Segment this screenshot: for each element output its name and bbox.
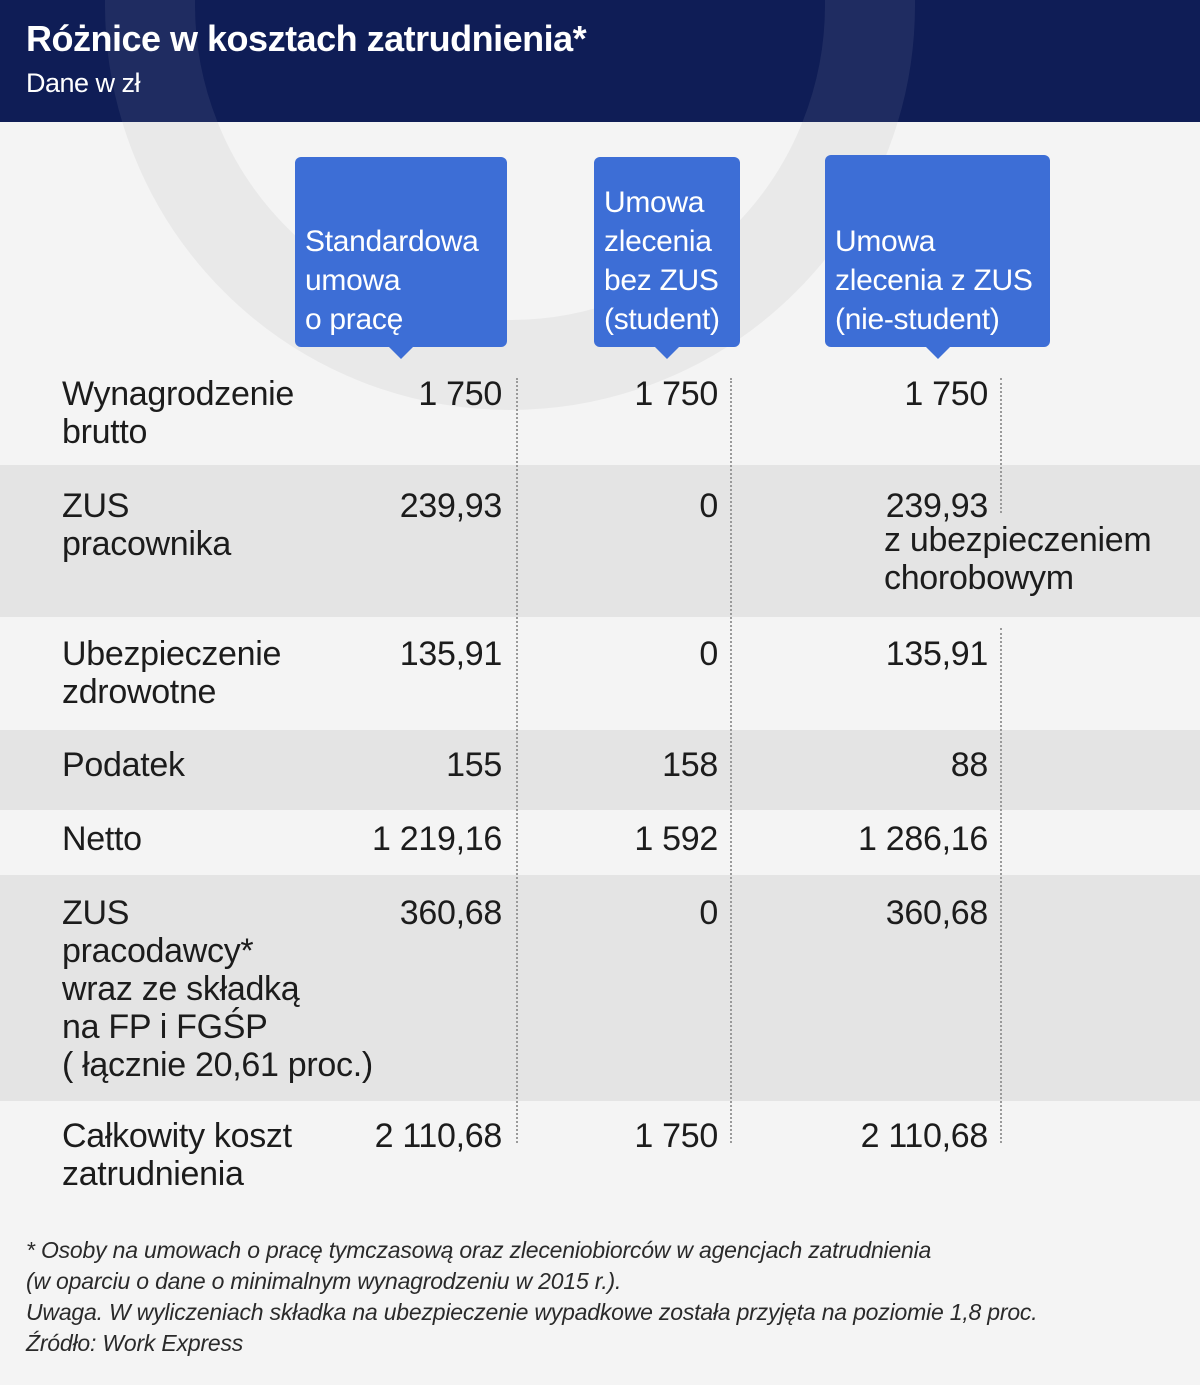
column-separator — [730, 378, 732, 1143]
table-cell: 360,68 — [399, 894, 502, 932]
source-note: Źródło: Work Express — [26, 1330, 244, 1356]
column-separator — [1000, 378, 1002, 513]
table-cell: 1 750 — [904, 375, 988, 413]
footnote: Uwaga. W wyliczeniach składka na ubezpieczenie wypadkowe została przyjęta na poziomie 1,8 proc. — [26, 1299, 1038, 1325]
header-bar — [0, 0, 1200, 122]
table-cell: 135,91 — [885, 635, 988, 673]
row-label: ZUS pracodawcy* wraz ze składką na FP i FGŚP ( łącznie 20,61 proc.) — [62, 894, 373, 1084]
table-cell: 2 110,68 — [374, 1117, 502, 1155]
table-cell: 135,91 — [399, 635, 502, 673]
table-cell: 1 750 — [634, 1117, 718, 1155]
cell-note: z ubezpieczeniem chorobowym — [884, 521, 1152, 597]
table-cell: 158 — [662, 746, 718, 784]
column-header-standard: Standardowa umowa o pracę — [295, 157, 507, 347]
table-cell: 239,93 — [399, 487, 502, 525]
table-cell: 2 110,68 — [860, 1117, 988, 1155]
footnote: (w oparciu o dane o minimalnym wynagrodzeniu w 2015 r.). — [26, 1268, 622, 1294]
column-header-non-student: Umowa zlecenia z ZUS (nie-student) — [825, 155, 1050, 347]
column-header-student: Umowa zlecenia bez ZUS (student) — [594, 157, 740, 347]
table-cell: 0 — [699, 894, 718, 932]
row-label: Podatek — [62, 746, 185, 784]
table-cell: 0 — [699, 487, 718, 525]
row-label: ZUS pracownika — [62, 487, 231, 563]
row-label: Netto — [62, 820, 142, 858]
row-label: Wynagrodzenie brutto — [62, 375, 295, 451]
page-title: Różnice w kosztach zatrudnienia* — [26, 18, 587, 59]
row-label: Ubezpieczenie zdrowotne — [62, 635, 282, 711]
row-label: Całkowity koszt zatrudnienia — [62, 1117, 292, 1193]
table-cell: 1 592 — [634, 820, 718, 858]
table-cell: 88 — [950, 746, 988, 784]
column-separator — [1000, 628, 1002, 1143]
footnote: * Osoby na umowach o pracę tymczasową oraz zleceniobiorców w agencjach zatrudnienia — [26, 1237, 932, 1263]
table-cell: 239,93 — [885, 487, 988, 525]
table-cell: 360,68 — [885, 894, 988, 932]
table-cell: 1 286,16 — [858, 820, 988, 858]
table-cell: 1 750 — [418, 375, 502, 413]
table-cell: 155 — [446, 746, 502, 784]
table-cell: 1 219,16 — [372, 820, 502, 858]
table-cell: 1 750 — [634, 375, 718, 413]
page-subtitle: Dane w zł — [26, 68, 141, 98]
table-cell: 0 — [699, 635, 718, 673]
column-separator — [516, 378, 518, 1143]
